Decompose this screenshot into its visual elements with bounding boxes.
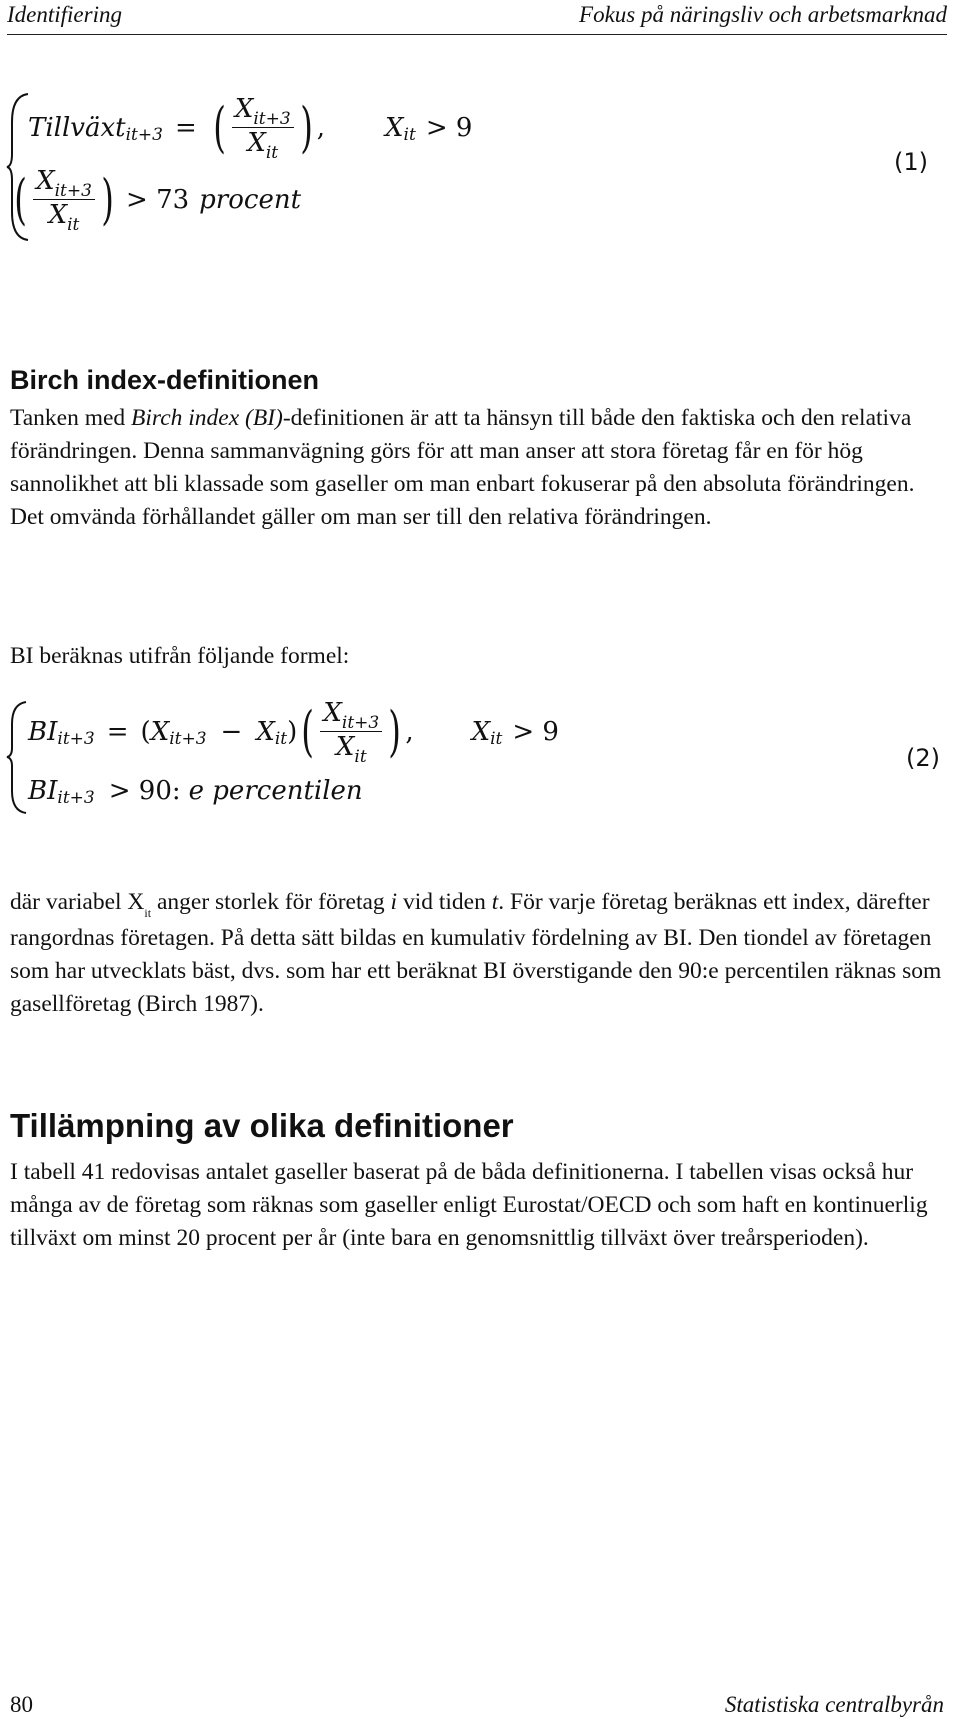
fraction: $\frac{X_{it+3}}{X_{it}}$ xyxy=(320,698,382,765)
equation-1 xyxy=(6,92,956,242)
paragraph-application: I tabell 41 redovisas antalet gaseller baserat på de båda definitionerna. I tabellen visas också hur många av de företag som räknas som gaseller enligt Eurostat/OECD och som haft en kontinuerlig tillväxt om minst 20 procent per år (inte bara en genomsnittlig tillväxt över treårsperioden). xyxy=(10,1159,928,1251)
page-number: 80 xyxy=(10,1692,33,1717)
paragraph-birch-intro: Tanken med Birch index (BI)-definitionen är att ta hänsyn till både den faktiska och den relativa förändringen. Denna sammanvägning görs för att man anser att stora företag får en för hög sannolikhet att bli klassade som gaseller om man enbart fokuserar på den absoluta förändringen. Det omvända förhållandet gäller om man ser till den relativa förändringen. xyxy=(10,405,915,530)
footer-publisher: Statistiska centralbyrån xyxy=(724,1692,944,1717)
fraction: $\frac{X_{it+3}}{X_{it}}$ xyxy=(232,94,294,161)
paragraph-formula-intro: BI beräknas utifrån följande formel: xyxy=(10,643,350,669)
equation-2-number: (2) xyxy=(906,744,940,772)
growth-symbol: Tillväxt xyxy=(28,112,126,143)
section-heading-birch-index: Birch index-definitionen xyxy=(10,365,320,395)
birch-index-symbol: BI xyxy=(28,716,58,747)
running-header xyxy=(7,0,947,35)
section-heading-application: Tillämpning av olika definitioner xyxy=(10,1107,514,1144)
equation-2 xyxy=(6,700,956,815)
equation-2-row-1: BI it+3 = ( X it+3 − X it ) ( $\frac{X_{it+3}}{X_{it}}$ ) , X it > 9 xyxy=(28,698,559,767)
equation-2-row-2: BI it+3 > 90: e percentilen xyxy=(28,776,363,808)
header-book-title: Fokus på näringsliv och arbetsmarknad xyxy=(579,2,947,27)
header-chapter: Identifiering xyxy=(7,2,122,27)
paragraph-variable-explanation: där variabel $X_{it}$ anger storlek för företag i vid tiden t. För varje företag beräknas ett index, därefter rangordnas företagen. På detta sätt bildas en kumulativ fördelning av BI. Den tiondel av företagen som har utvecklats bäst, dvs. som har ett beräknat BI överstigande den 90:e percentilen räknas som gasellföretag (Birch 1987). xyxy=(10,889,942,1017)
equation-1-number: (1) xyxy=(894,148,928,176)
equation-1-row-2: ( $\frac{X_{it+3}}{X_{it}}$ ) > 73 procent xyxy=(14,166,302,235)
fraction: $\frac{X_{it+3}}{X_{it}}$ xyxy=(33,166,95,233)
left-brace xyxy=(6,700,30,815)
equation-1-row-1: Tillväxt it+3 = ( $\frac{X_{it+3}}{X_{it}}$ ) , X it > 9 xyxy=(28,94,473,163)
